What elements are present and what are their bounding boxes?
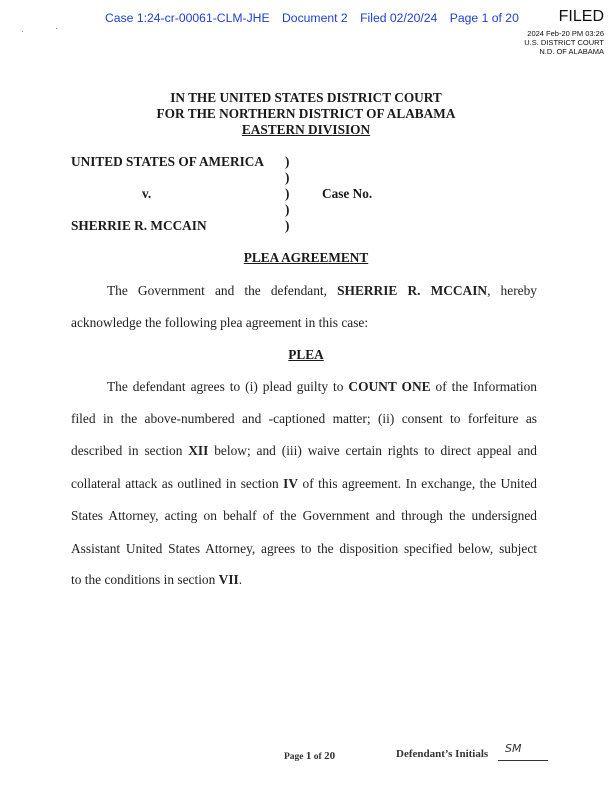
plea-text: . (238, 572, 243, 587)
caption-paren: ) (285, 218, 290, 233)
court-name: IN THE UNITED STATES DISTRICT COURT (170, 90, 442, 105)
scan-speck (56, 28, 57, 29)
footer-page-number (284, 750, 335, 762)
filed-stamp-title: FILED (558, 8, 604, 25)
document-number: Document 2 (281, 11, 348, 25)
caption-paren: ) (285, 170, 290, 185)
ecf-header (105, 11, 519, 25)
case-number: Case 1:24-cr-00061-CLM-JHE (105, 11, 270, 25)
intro-text: The Government and the defendant, (107, 283, 327, 298)
court-division: EASTERN DIVISION (241, 122, 371, 137)
caption-case-no: Case No. (322, 186, 373, 201)
plea-text: of the Information (435, 379, 537, 394)
defendant-name: SHERRIE R. MCCAIN (337, 283, 488, 298)
footer-text: Page (284, 752, 304, 762)
footer-page-current: 1 (305, 750, 312, 762)
plea-text: The defendant agrees to (i) plead guilty to (107, 379, 344, 394)
intro-line-2: acknowledge the following plea agreement in this case: (71, 315, 369, 330)
intro-line-1 (71, 283, 537, 299)
initials-line (498, 760, 548, 761)
plea-heading: PLEA (288, 347, 324, 362)
plea-line-2: filed in the above-numbered and -captioned matter; (ii) consent to forfeiture as (71, 411, 537, 426)
page-of: Page 1 of 20 (449, 11, 519, 25)
plea-text: below; and (iii) waive certain rights to direct appeal and (214, 443, 537, 458)
plea-line-4 (71, 476, 537, 492)
court-district: FOR THE NORTHERN DISTRICT OF ALABAMA (156, 106, 456, 121)
defendant-initials-signature: SM (505, 742, 522, 755)
document-title: PLEA AGREEMENT (243, 250, 369, 265)
plea-line-7 (71, 572, 537, 588)
section-ref: XII (188, 443, 209, 458)
plea-text: described in section (71, 443, 183, 458)
plea-line-6: Assistant United States Attorney, agrees to the disposition specified below, subject (71, 541, 537, 556)
plea-line-1 (71, 379, 537, 395)
plea-text: to the conditions in section (71, 572, 216, 587)
plea-line-3 (71, 443, 537, 459)
plea-line-5: States Attorney, acting on behalf of the Government and through the undersigned (71, 508, 537, 523)
caption-paren: ) (285, 186, 290, 201)
section-ref: VII (218, 572, 239, 587)
caption-defendant: SHERRIE R. MCCAIN (71, 218, 207, 233)
filed-stamp-district: N.D. OF ALABAMA (539, 47, 604, 56)
defendant-initials-label: Defendant’s Initials (396, 748, 489, 760)
caption-paren: ) (285, 202, 290, 217)
scan-speck (22, 31, 23, 32)
filed-stamp-datetime: 2024 Feb-20 PM 03:26 (527, 29, 604, 38)
footer-text: of (313, 752, 322, 762)
filed-stamp-court: U.S. DISTRICT COURT (524, 38, 604, 47)
plea-text: collateral attack as outlined in section (71, 476, 279, 491)
caption-plaintiff: UNITED STATES OF AMERICA (71, 154, 264, 169)
filed-date: Filed 02/20/24 (360, 11, 438, 25)
footer-page-total: 20 (324, 750, 336, 762)
plea-text: of this agreement. In exchange, the United (302, 476, 537, 491)
intro-text: , hereby (487, 283, 537, 298)
count-one: COUNT ONE (348, 379, 431, 394)
section-ref: IV (283, 476, 299, 491)
caption-versus: v. (142, 186, 152, 201)
caption-paren: ) (285, 154, 290, 169)
